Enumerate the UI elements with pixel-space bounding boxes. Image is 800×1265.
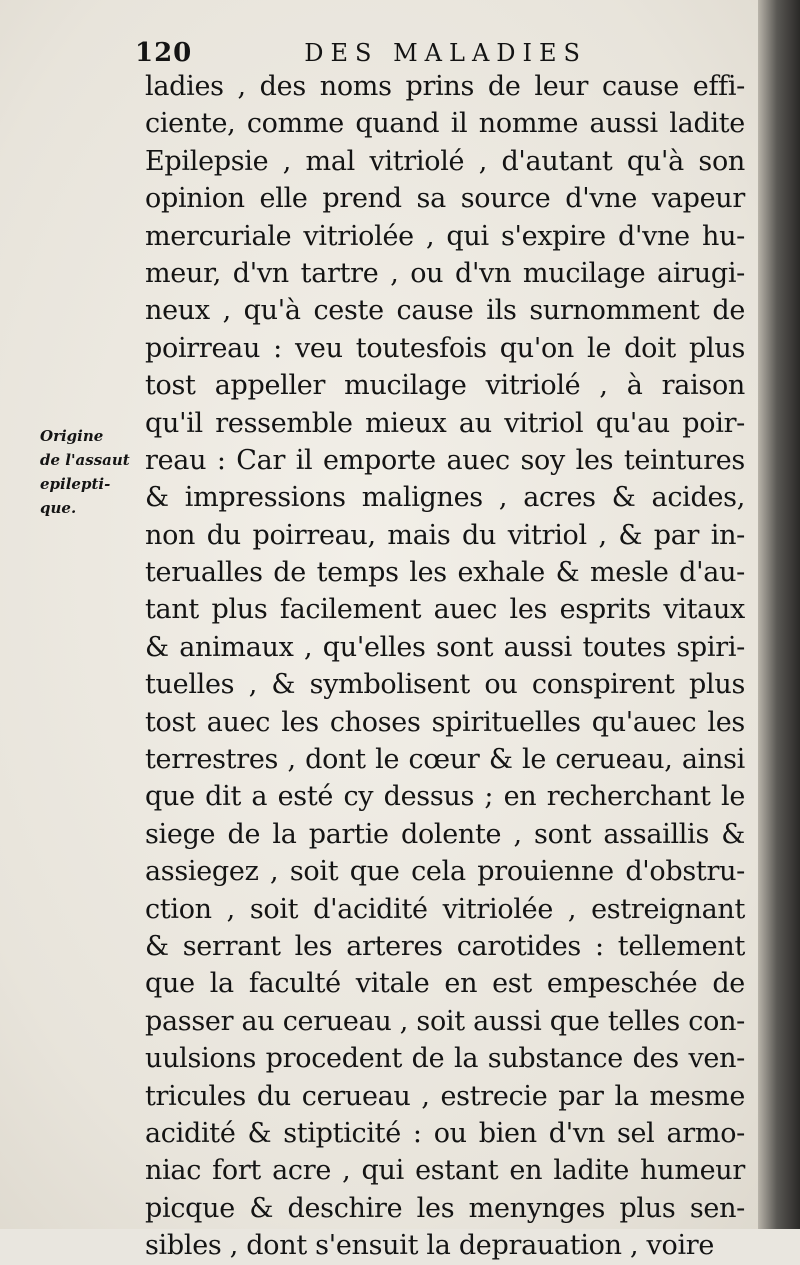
text-line: tuelles , & symbolisent ou conspirent plus (145, 669, 745, 701)
text-line: passer au cerueau , soit aussi que telles con- (145, 1005, 745, 1037)
text-line: ction , soit d'acidité vitriolée , estreignant (145, 893, 745, 925)
page-gutter-shadow (758, 0, 800, 1229)
text-line: neux , qu'à ceste cause ils surnomment de (145, 295, 745, 327)
marginal-note (40, 424, 140, 520)
text-line: sibles , dont s'ensuit la deprauation , voire (145, 1230, 715, 1262)
text-line: acidité & stipticité : ou bien d'vn sel armo- (145, 1117, 745, 1149)
text-line: & serrant les arteres carotides : tellement (145, 930, 745, 962)
text-line: tost appeller mucilage vitriolé , à raison (145, 370, 745, 402)
page-header (135, 38, 587, 68)
text-line: meur, d'vn tartre , ou d'vn mucilage airugi- (145, 257, 745, 289)
text-line: niac fort acre , qui estant en ladite humeur (145, 1155, 745, 1187)
text-line: & animaux , qu'elles sont aussi toutes spiri- (145, 631, 745, 663)
text-line: opinion elle prend sa source d'vne vapeur (145, 183, 745, 215)
text-line: que dit a esté cy dessus ; en recherchant le (145, 781, 745, 813)
text-line: tost auec les choses spirituelles qu'auec les (145, 706, 745, 738)
text-line: picque & deschire les menynges plus sen- (145, 1192, 745, 1224)
marginal-note-line: epilepti- (40, 475, 111, 493)
text-line: uulsions procedent de la substance des ven- (145, 1043, 745, 1075)
marginal-note-line: de l'assaut (40, 451, 130, 469)
text-line: Epilepsie , mal vitriolé , d'autant qu'à son (145, 145, 745, 177)
running-head: DES MALADIES (304, 39, 587, 67)
marginal-note-line: Origine (40, 427, 104, 445)
body-text (145, 68, 745, 1265)
page-number: 120 (135, 38, 193, 68)
text-line: assiegez , soit que cela prouienne d'obstru- (145, 856, 745, 888)
text-line: tant plus facilement auec les esprits vitaux (145, 594, 745, 626)
text-line: non du poirreau, mais du vitriol , & par in- (145, 519, 745, 551)
text-line: & impressions malignes , acres & acides, (145, 482, 745, 514)
text-line: mercuriale vitriolée , qui s'expire d'vne hu- (145, 220, 745, 252)
text-line: que la faculté vitale en est empeschée de (145, 968, 745, 1000)
text-line: reau : Car il emporte auec soy les teintures (145, 444, 745, 476)
text-line: tricules du cerueau , estrecie par la mesme (145, 1080, 745, 1112)
text-line: qu'il ressemble mieux au vitriol qu'au poir- (145, 407, 745, 439)
text-line: ciente, comme quand il nomme aussi ladite (145, 108, 745, 140)
text-line: terualles de temps les exhale & mesle d'au- (145, 557, 745, 589)
marginal-note-line: que. (40, 499, 77, 517)
text-line: terrestres , dont le cœur & le cerueau, ainsi (145, 744, 745, 776)
text-line: ladies , des noms prins de leur cause effi- (145, 71, 745, 102)
text-line: siege de la partie dolente , sont assaillis & (145, 818, 745, 850)
text-line: poirreau : veu toutesfois qu'on le doit plus (145, 332, 745, 364)
